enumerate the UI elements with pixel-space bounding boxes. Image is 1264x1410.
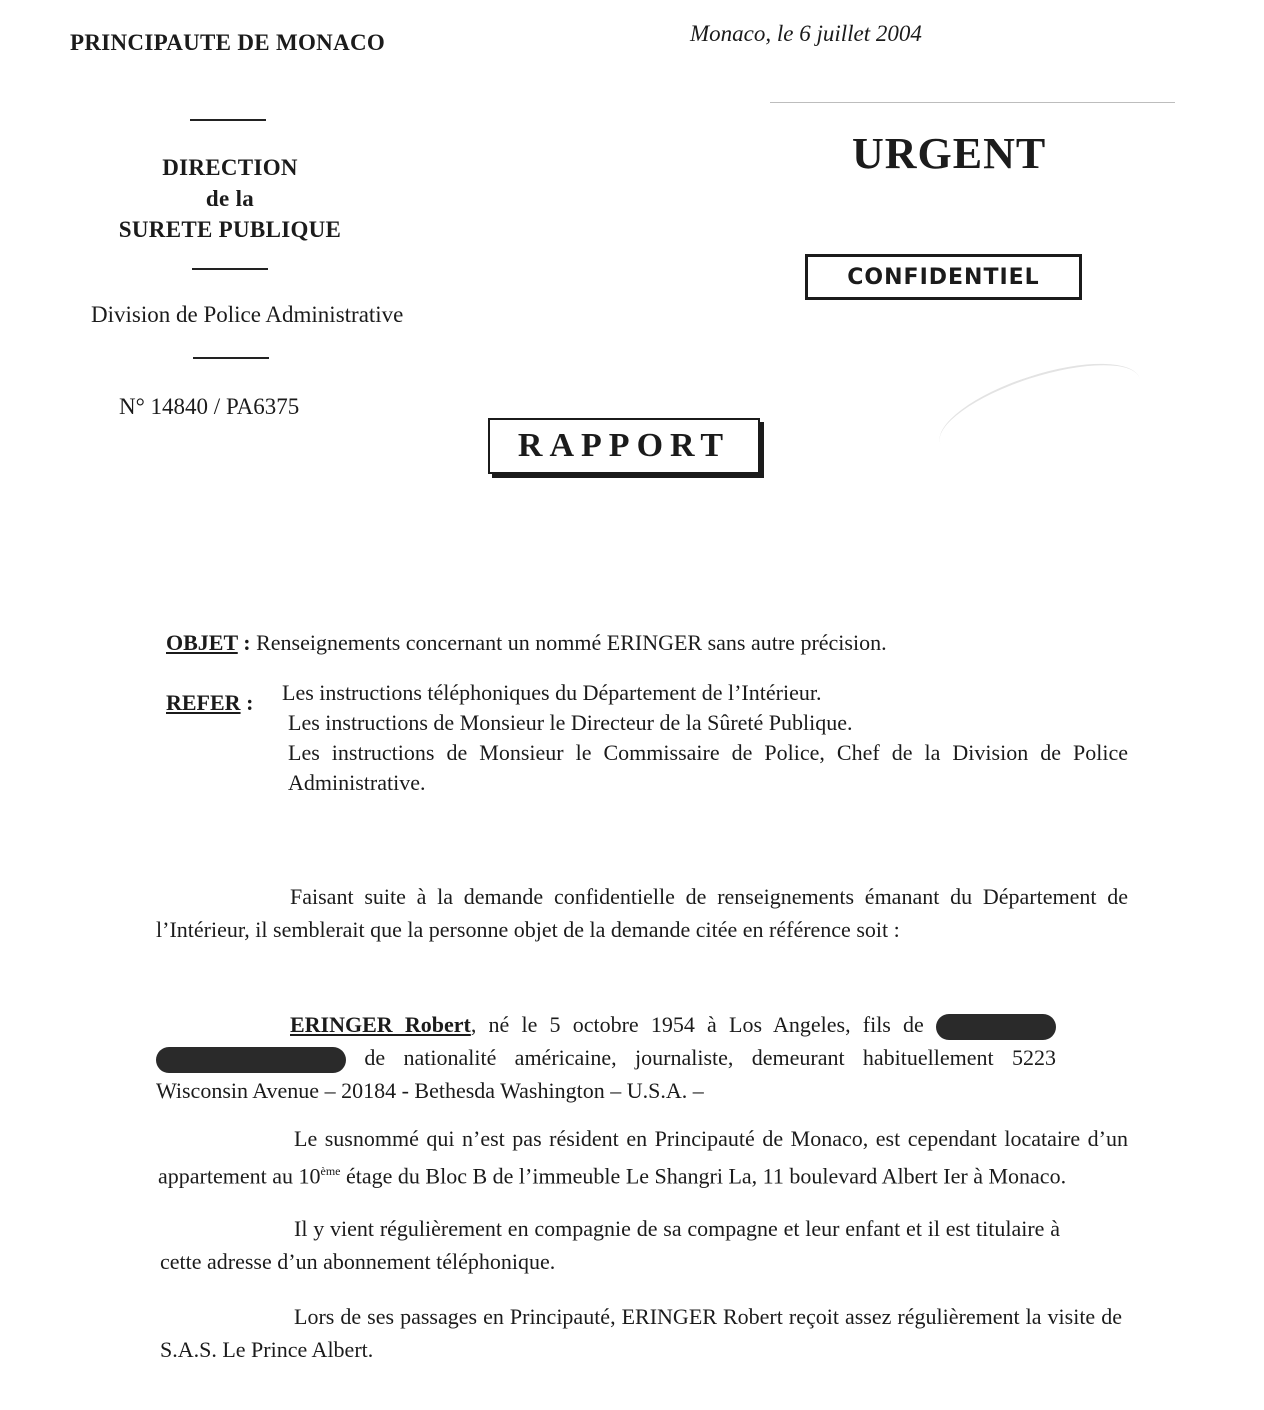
document-date: Monaco, le 6 juillet 2004: [690, 21, 922, 46]
objet-separator: :: [237, 630, 257, 655]
objet-line: [166, 628, 1146, 658]
direction-block: [100, 152, 360, 245]
identity-text-a: , né le 5 octobre 1954 à Los Angeles, fils de: [470, 1012, 924, 1037]
residence-text-a: Le susnommé qui n’est pas résident en Principauté de Monaco, est cependant locataire d’un appartement au 10: [158, 1126, 1128, 1189]
divider: [770, 102, 1175, 103]
direction-line: SURETE PUBLIQUE: [118, 217, 342, 242]
identity-text-b: de nationalité américaine, journaliste, demeurant habituellement 5223 Wisconsin Avenue – 20184 - Bethesda Washington – U.S.A. –: [156, 1045, 1056, 1103]
country-heading: PRINCIPAUTE DE MONACO: [70, 30, 386, 55]
division-name: Division de Police Administrative: [91, 302, 404, 327]
refer-list: [282, 678, 1128, 798]
scan-smudge: [929, 344, 1151, 477]
refer-separator: :: [240, 690, 254, 715]
residence-text-b: étage du Bloc B de l’immeuble Le Shangri La, 11 boulevard Albert Ier à Monaco.: [340, 1163, 1067, 1189]
refer-item: Les instructions de Monsieur le Directeur de la Sûreté Publique.: [288, 710, 853, 735]
paragraph-residence: [158, 1122, 1128, 1192]
confidential-stamp: CONFIDENTIEL: [805, 254, 1082, 300]
direction-line: DIRECTION: [162, 155, 298, 180]
direction-line: de la: [205, 186, 255, 211]
reference-number: N° 14840 / PA6375: [119, 394, 300, 419]
divider: [190, 119, 266, 121]
redaction-mark: [156, 1047, 346, 1073]
refer-item: Les instructions de Monsieur le Commissaire de Police, Chef de la Division de Police Administrative.: [288, 740, 1128, 795]
refer-item: Les instructions téléphoniques du Département de l’Intérieur.: [282, 680, 822, 705]
ordinal-suffix: ème: [320, 1164, 341, 1178]
refer-label: REFER: [166, 690, 241, 715]
objet-text: Renseignements concernant un nommé ERINGER sans autre précision.: [256, 630, 887, 655]
divider: [193, 357, 269, 359]
paragraph-prince: Lors de ses passages en Principauté, ERINGER Robert reçoit assez régulièrement la visite de S.A.S. Le Prince Albert.: [160, 1304, 1122, 1362]
paragraph-request: Faisant suite à la demande confidentielle de renseignements émanant du Département de l’Intérieur, il semblerait que la personne objet de la demande citée en référence soit :: [156, 884, 1128, 942]
urgent-label: URGENT: [852, 129, 1047, 178]
paragraph-visits: Il y vient régulièrement en compagnie de sa compagne et leur enfant et il est titulaire à cette adresse d’un abonnement téléphonique.: [160, 1216, 1060, 1274]
refer-label-line: [166, 688, 253, 718]
divider: [192, 268, 268, 270]
report-title: RAPPORT: [488, 418, 760, 474]
subject-name: ERINGER Robert: [290, 1012, 471, 1037]
redaction-mark: [936, 1014, 1056, 1040]
paragraph-identity: [156, 1008, 1056, 1107]
objet-label: OBJET: [166, 630, 238, 655]
